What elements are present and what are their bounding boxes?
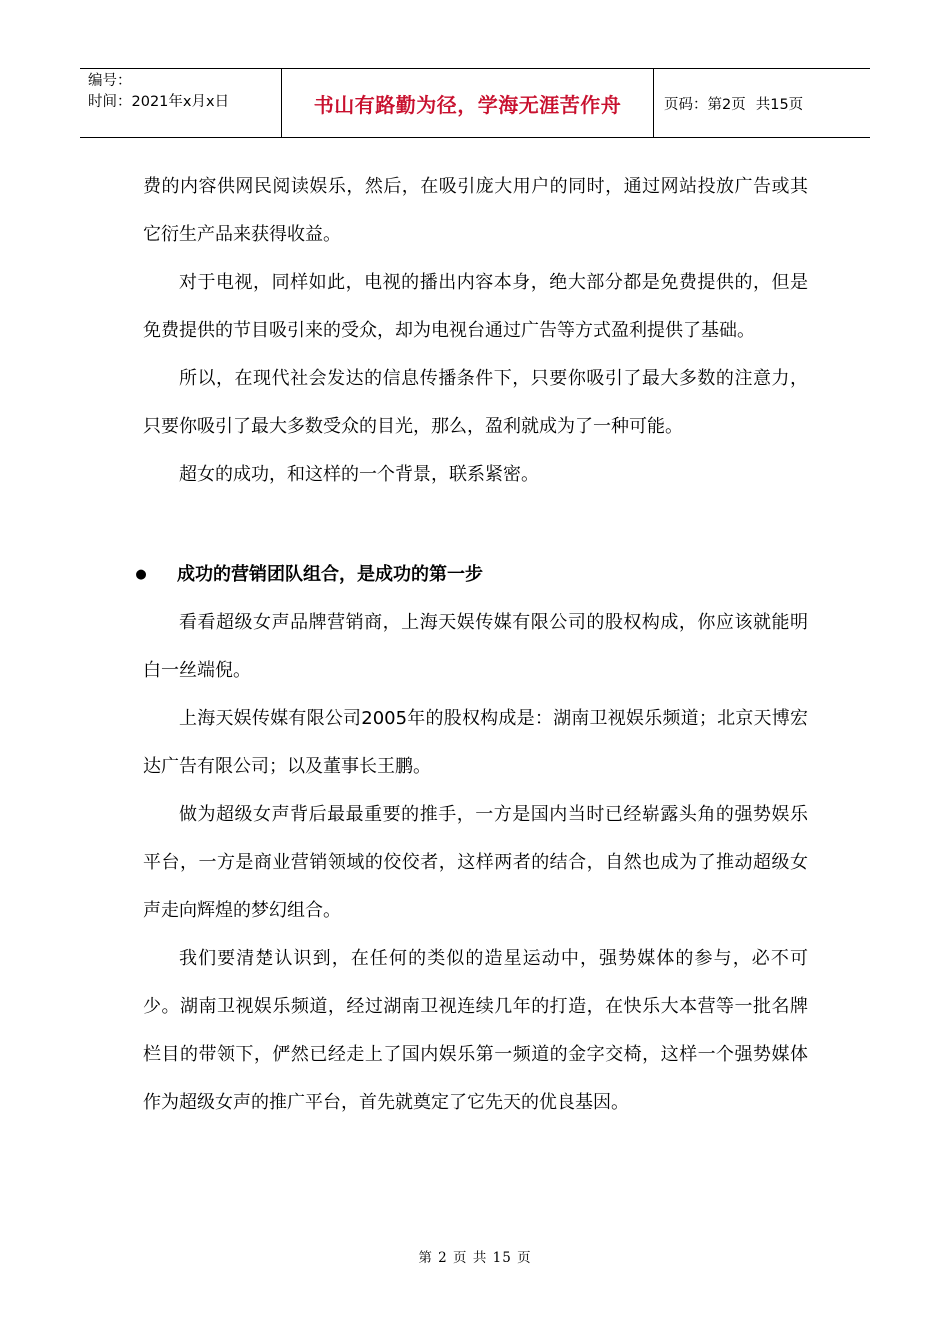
paragraph: 超女的成功，和这样的一个背景，联系紧密。 [179,464,539,485]
paragraph: 我们要清楚认识到，在任何的类似的造星运动中，强势媒体的参与，必不可少。湖南卫视娱乐频道，经过湖南卫视连续几年的打造，在快乐大本营等一批名牌栏目的带领下，俨然已经走上了国内娱乐第一频道的金字交椅，这样一个强势媒体作为超级女声的推广平台，首先就奠定了它先天的优良基因。 [143,948,808,1113]
paragraph: 所以，在现代社会发达的信息传播条件下，只要你吸引了最大多数的注意力，只要你吸引了最大多数受众的目光，那么，盈利就成为了一种可能。 [143,368,808,437]
header-motto: 书山有路勤为径，学海无涯苦作舟 [282,69,654,137]
header-meta [80,69,282,137]
header-page-info [654,69,870,137]
paragraph: 做为超级女声背后最最重要的推手，一方是国内当时已经崭露头角的强势娱乐平台，一方是商业营销领域的佼佼者，这样两者的结合，自然也成为了推动超级女声走向辉煌的梦幻组合。 [143,804,808,921]
document-date: 时间：2021年x月x日 [88,94,230,110]
header-current-page: 页码：第2页 [664,96,746,113]
page-footer: 第 2 页 共 15 页 [418,1250,532,1266]
document-body [135,163,808,1127]
section-spacer [143,499,808,551]
header-total-pages: 共15页 [755,96,804,113]
page-header [80,68,870,138]
bullet-icon: ● [135,567,147,582]
paragraph: 费的内容供网民阅读娱乐，然后，在吸引庞大用户的同时，通过网站投放广告或其它衍生产品来获得收益。 [143,176,808,245]
section-heading [135,551,808,599]
section-heading-text: 成功的营销团队组合，是成功的第一步 [177,564,483,585]
document-number-label: 编号： [88,73,132,89]
paragraph: 对于电视，同样如此，电视的播出内容本身，绝大部分都是免费提供的，但是免费提供的节目吸引来的受众，却为电视台通过广告等方式盈利提供了基础。 [143,272,808,341]
paragraph: 看看超级女声品牌营销商，上海天娱传媒有限公司的股权构成，你应该就能明白一丝端倪。 [143,612,808,681]
paragraph: 上海天娱传媒有限公司2005年的股权构成是：湖南卫视娱乐频道；北京天博宏达广告有限公司；以及董事长王鹏。 [143,708,808,777]
